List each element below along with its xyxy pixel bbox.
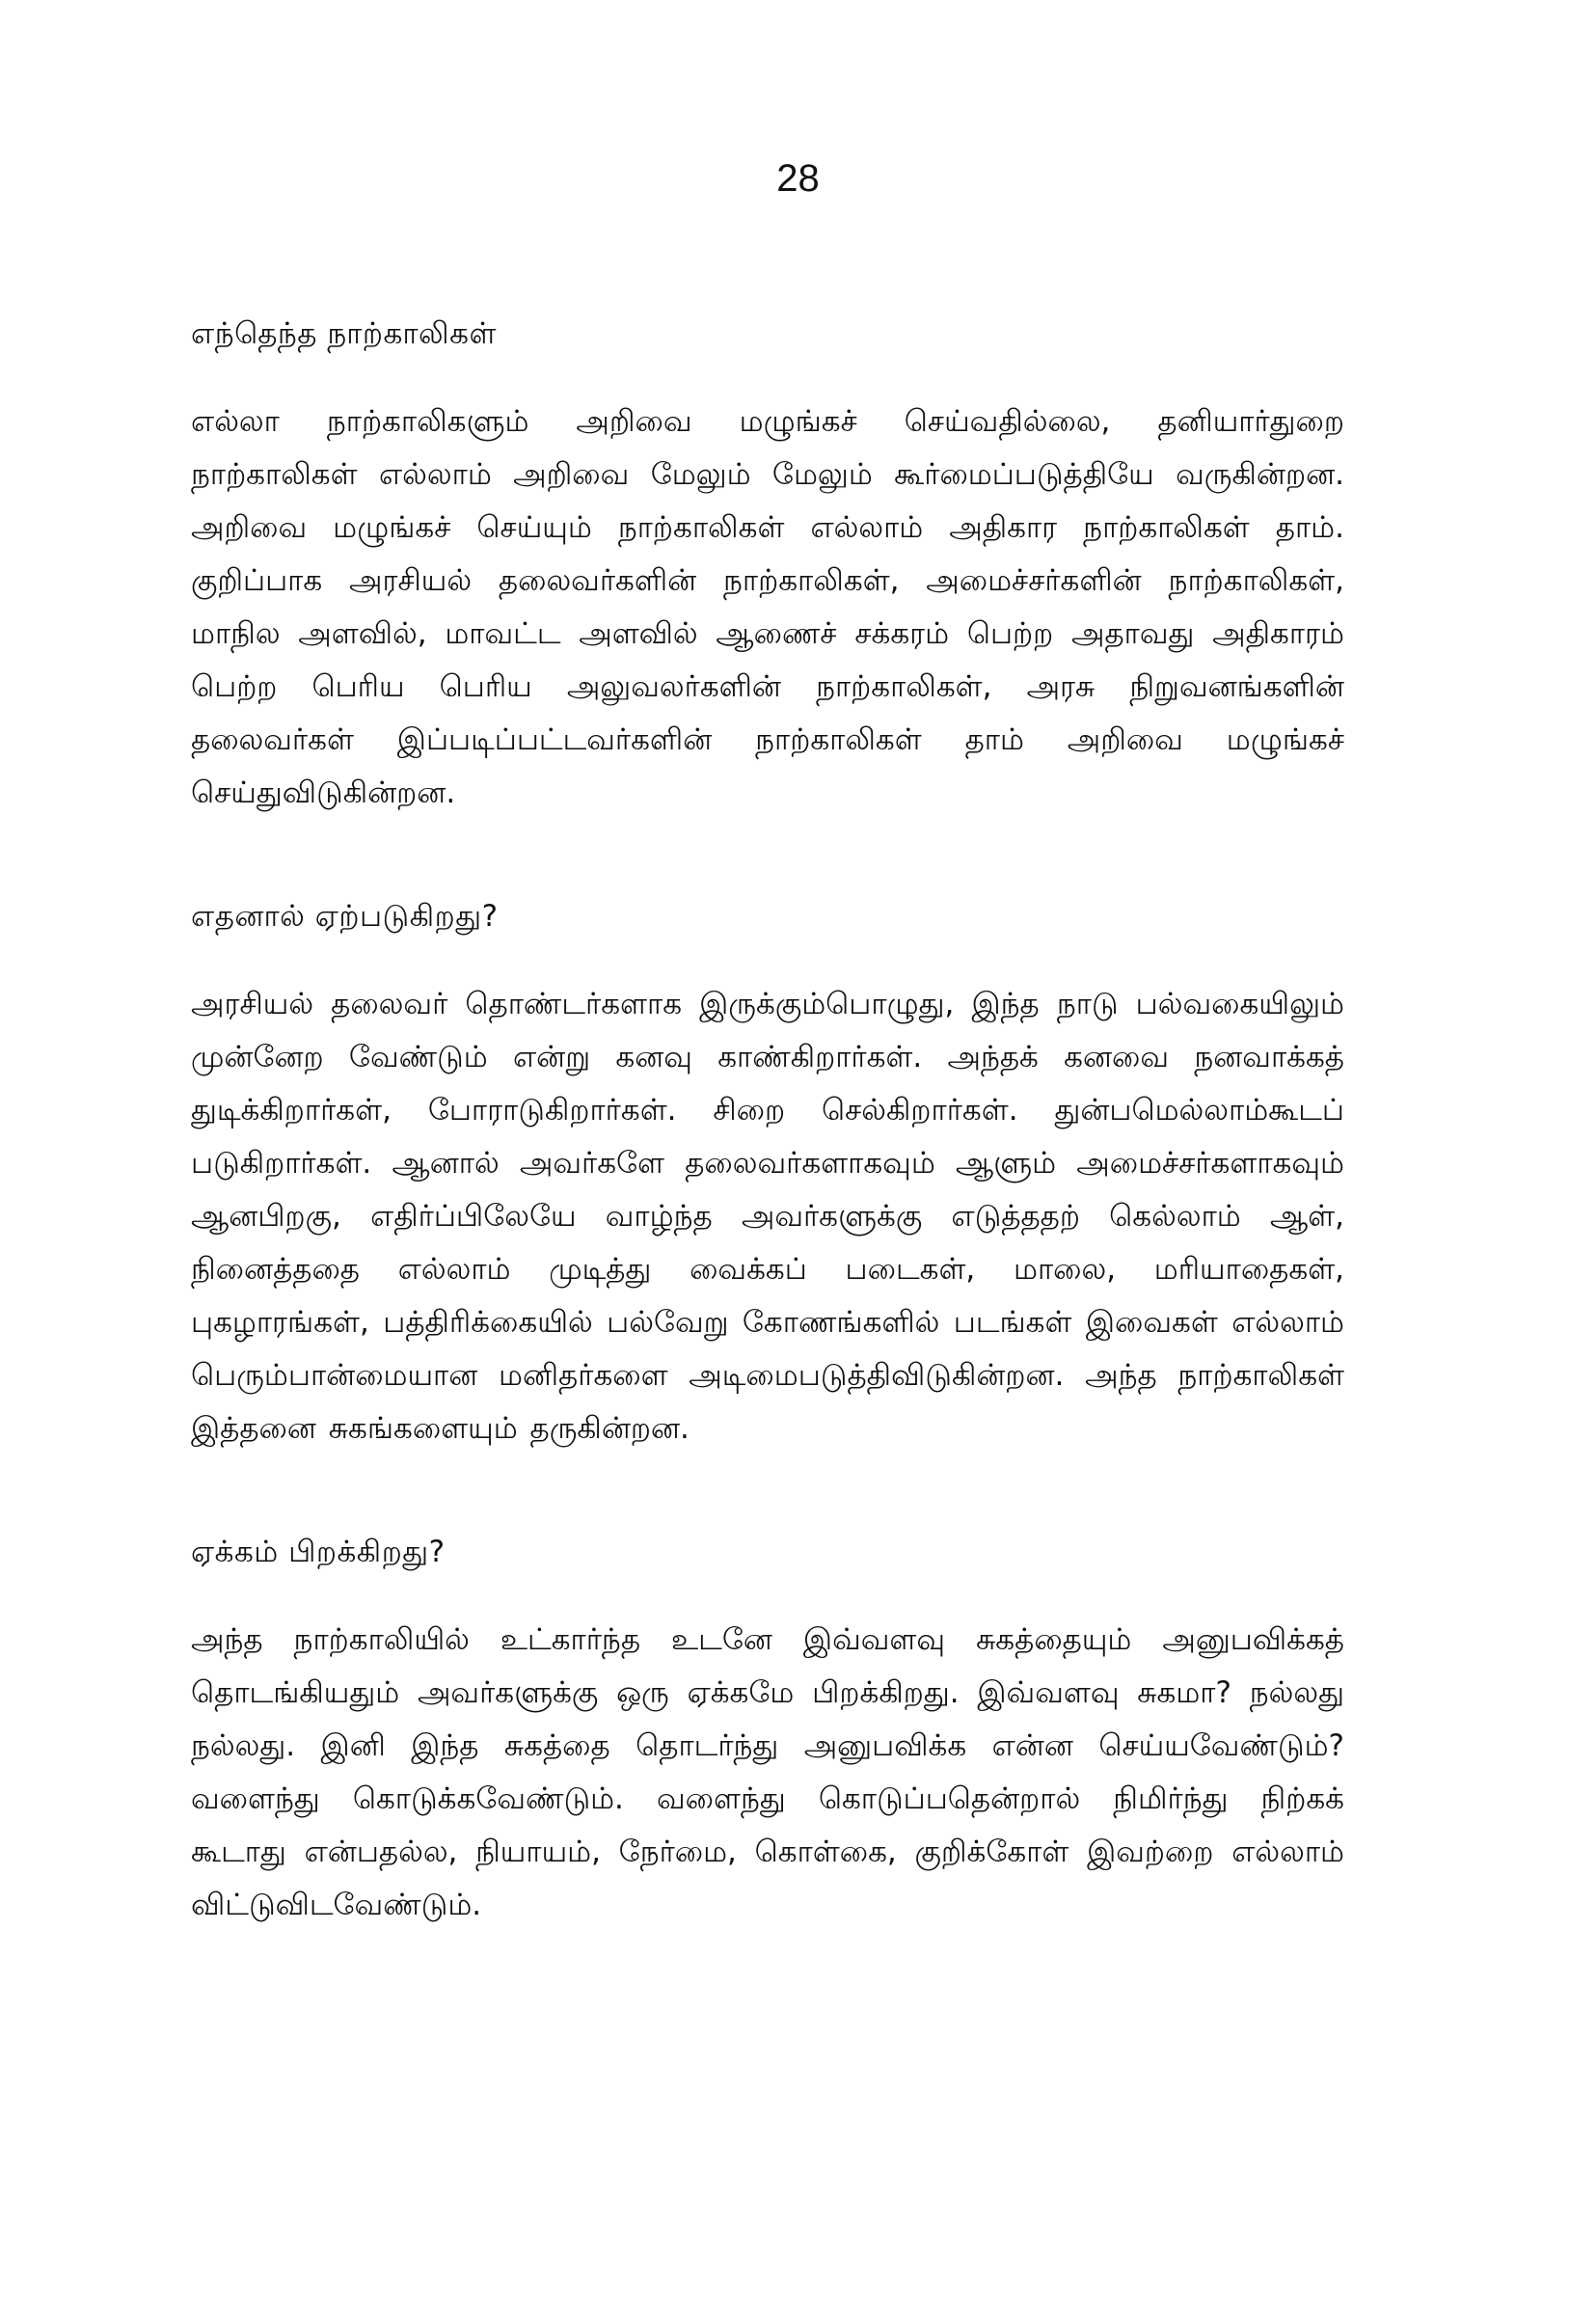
section-heading: எந்தெந்த நாற்காலிகள் — [191, 316, 497, 351]
section-longing-arises — [191, 1525, 1344, 1932]
section-heading: ஏக்கம் பிறக்கிறது? — [191, 1535, 446, 1569]
section-paragraph: அரசியல் தலைவர் தொண்டர்களாக இருக்கும்பொழுது, இந்த நாடு பல்வகையிலும் முன்னேற வேண்டும் என்று கனவு காண்கிறார்கள். அந்தக் கனவை நனவாக்கத் துடிக்கிறார்கள், போராடுகிறார்கள். சிறை செல்கிறார்கள். துன்பமெல்லாம்கூடப் படுகிறார்கள். ஆனால் அவர்களே தலைவர்களாகவும் ஆளும் அமைச்சர்களாகவும் ஆனபிறகு, எதிர்ப்பிலேயே வாழ்ந்த அவர்களுக்கு எடுத்ததற் கெல்லாம் ஆள், நினைத்ததை எல்லாம் முடித்து வைக்கப் படைகள், மாலை, மரியாதைகள், புகழாரங்கள், பத்திரிக்கையில் பல்வேறு கோணங்களில் படங்கள் இவைகள் எல்லாம் பெரும்பான்மையான மனிதர்களை அடிமைபடுத்திவிடுகின்றன. அந்த நாற்காலிகள் இத்தனை சுகங்களையும் தருகின்றன. — [191, 987, 1344, 1446]
section-heading: எதனால் ஏற்படுகிறது? — [191, 899, 499, 934]
section-paragraph: அந்த நாற்காலியில் உட்கார்ந்த உடனே இவ்வளவு சுகத்தையும் அனுபவிக்கத் தொடங்கியதும் அவர்களுக்கு ஒரு ஏக்கமே பிறக்கிறது. இவ்வளவு சுகமா? நல்லது நல்லது. இனி இந்த சுகத்தை தொடர்ந்து அனுபவிக்க என்ன செய்யவேண்டும்? வளைந்து கொடுக்கவேண்டும். வளைந்து கொடுப்பதென்றால் நிமிர்ந்து நிற்கக் கூடாது என்பதல்ல, நியாயம், நேர்மை, கொள்கை, குறிக்கோள் இவற்றை எல்லாம் விட்டுவிடவேண்டும். — [191, 1622, 1344, 1922]
section-which-chairs — [191, 307, 1344, 820]
page-content — [191, 307, 1344, 1932]
section-paragraph: எல்லா நாற்காலிகளும் அறிவை மழுங்கச் செய்வதில்லை, தனியார்துறை நாற்காலிகள் எல்லாம் அறிவை மேலும் மேலும் கூர்மைப்படுத்தியே வருகின்றன. அறிவை மழுங்கச் செய்யும் நாற்காலிகள் எல்லாம் அதிகார நாற்காலிகள் தாம். குறிப்பாக அரசியல் தலைவர்களின் நாற்காலிகள், அமைச்சர்களின் நாற்காலிகள், மாநில அளவில், மாவட்ட அளவில் ஆணைச் சக்கரம் பெற்ற அதாவது அதிகாரம் பெற்ற பெரிய பெரிய அலுவலர்களின் நாற்காலிகள், அரசு நிறுவனங்களின் தலைவர்கள் இப்படிப்பட்டவர்களின் நாற்காலிகள் தாம் அறிவை மழுங்கச் செய்துவிடுகின்றன. — [191, 404, 1344, 810]
section-why-it-happens — [191, 889, 1344, 1455]
page-number: 28 — [776, 157, 820, 200]
